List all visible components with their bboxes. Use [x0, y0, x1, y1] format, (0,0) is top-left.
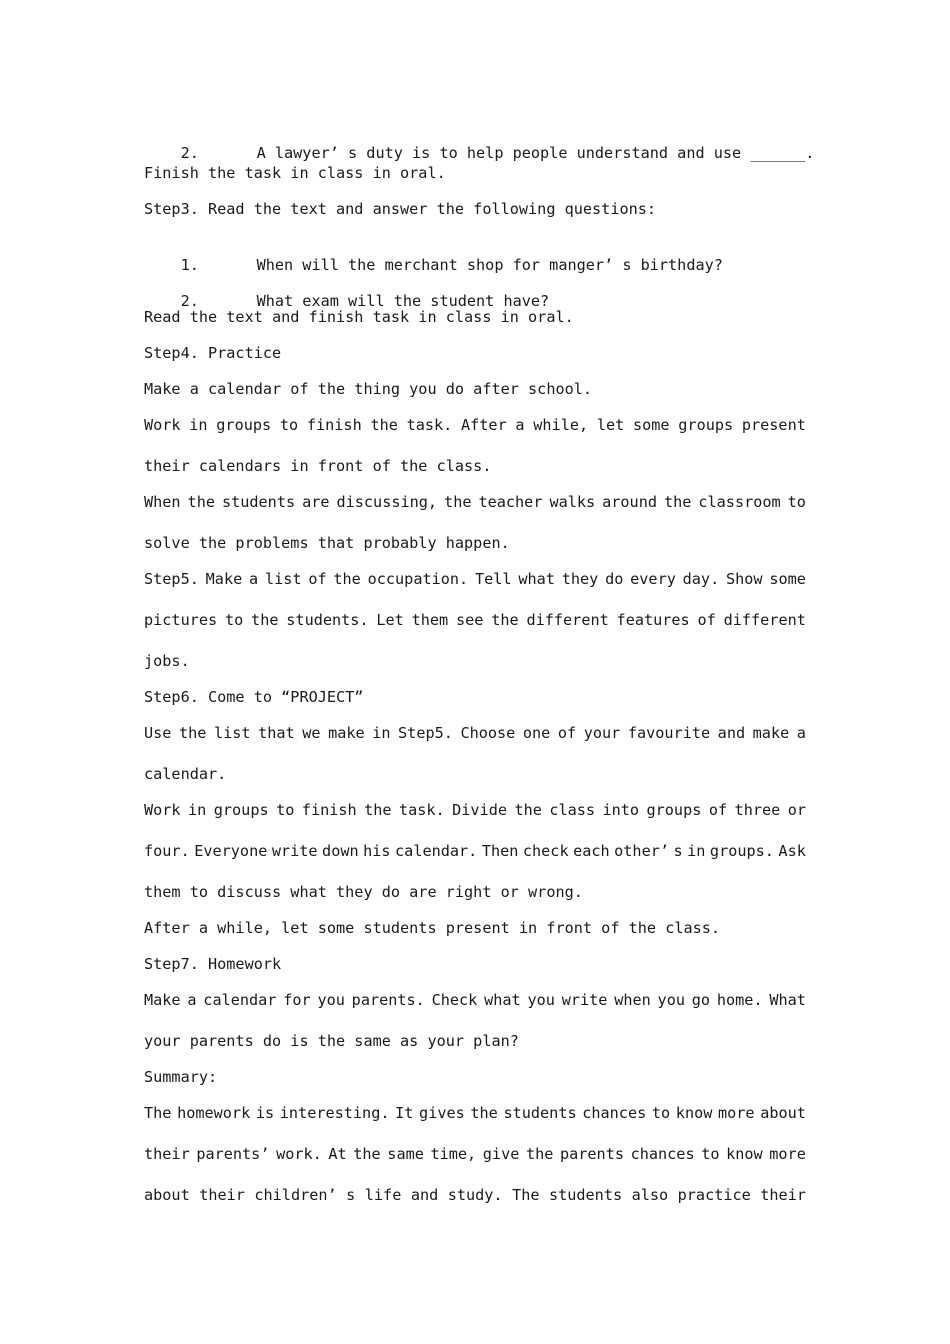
word: parents’: [196, 1145, 270, 1163]
paragraph-line: Finish the task in class in oral.: [144, 164, 446, 182]
word: while,: [533, 416, 589, 434]
word: Work: [144, 801, 181, 819]
word: into: [602, 801, 640, 819]
word: around: [602, 493, 657, 511]
item-number: 2.: [180, 144, 199, 162]
word: more: [769, 1145, 806, 1163]
word: make: [328, 724, 365, 742]
word: s: [346, 1186, 356, 1204]
word: give: [482, 1145, 520, 1163]
word: gives: [419, 1104, 465, 1122]
word: make: [752, 724, 790, 742]
word: finish: [306, 416, 362, 434]
word: parents.: [351, 991, 425, 1009]
word: task.: [406, 416, 453, 434]
word: each: [573, 842, 610, 860]
word: list: [213, 724, 251, 742]
word: the: [663, 493, 692, 511]
word: write: [561, 991, 608, 1009]
word: the: [364, 801, 392, 819]
word: Make: [144, 991, 181, 1009]
word: chances: [630, 1145, 695, 1163]
word: occupation.: [367, 570, 469, 588]
item-text: A lawyer’ s duty is to help people understand and use ______.: [256, 144, 815, 162]
paragraph-line-justified: [144, 1185, 806, 1205]
word: a: [515, 416, 525, 434]
paragraph-line-justified: [144, 841, 806, 861]
word: Check: [431, 991, 478, 1009]
word: s: [673, 842, 683, 860]
word: to: [224, 611, 244, 629]
word: list: [264, 570, 302, 588]
word: finish: [301, 801, 357, 819]
word: calendar.: [395, 842, 478, 860]
paragraph-line: solve the problems that probably happen.: [144, 534, 510, 552]
word: in: [687, 842, 706, 860]
word: study.: [447, 1186, 503, 1204]
word: for: [283, 991, 311, 1009]
word: more: [718, 1104, 755, 1122]
word: a: [796, 724, 806, 742]
word: every: [630, 570, 676, 588]
word: time,: [430, 1145, 477, 1163]
word: Use: [144, 724, 172, 742]
paragraph-line-justified: [144, 1103, 806, 1123]
word: parents: [559, 1145, 624, 1163]
paragraph-line-justified: [144, 610, 806, 630]
step4-heading: Step4. Practice: [144, 344, 282, 362]
paragraph-line: their calendars in front of the class.: [144, 457, 492, 475]
word: what: [484, 991, 521, 1009]
word: different: [723, 611, 806, 629]
word: let: [596, 416, 625, 434]
word: After: [461, 416, 507, 434]
word: their: [199, 1186, 245, 1204]
word: Choose: [460, 724, 516, 742]
word: his: [363, 842, 391, 860]
word: you: [317, 991, 345, 1009]
word: groups.: [709, 842, 774, 860]
item-number: 2.: [180, 292, 199, 310]
word: Then: [481, 842, 519, 860]
paragraph-line-justified: [144, 800, 806, 820]
word: the: [178, 724, 207, 742]
word: groups: [646, 801, 702, 819]
word: classroom: [698, 493, 781, 511]
word: At: [328, 1145, 347, 1163]
word: groups: [678, 416, 734, 434]
word: Let: [376, 611, 404, 629]
word: the: [251, 611, 279, 629]
word: teacher: [478, 493, 543, 511]
word: four.: [144, 842, 190, 860]
word: their: [760, 1186, 806, 1204]
word: of: [708, 801, 728, 819]
word: students.: [286, 611, 369, 629]
word: their: [144, 1145, 190, 1163]
word: the: [187, 493, 215, 511]
word: write: [271, 842, 318, 860]
word: in: [189, 416, 208, 434]
paragraph-line-justified: [144, 1144, 806, 1164]
word: Divide: [452, 801, 508, 819]
word: Step5.: [144, 570, 199, 588]
word: chances: [582, 1104, 647, 1122]
paragraph-line: Read the text and finish task in class in oral.: [144, 308, 574, 326]
word: different: [526, 611, 609, 629]
word: Tell: [474, 570, 512, 588]
word: the: [444, 493, 472, 511]
word: What: [769, 991, 806, 1009]
step3-heading: Step3. Read the text and answer the following questions:: [144, 200, 657, 218]
word: work.: [276, 1145, 322, 1163]
paragraph-line-justified: [144, 990, 806, 1010]
word: see: [455, 611, 484, 629]
word: about: [760, 1104, 806, 1122]
word: your: [583, 724, 621, 742]
word: some: [769, 570, 806, 588]
paragraph-line: them to discuss what they do are right or wrong.: [144, 883, 583, 901]
word: The: [512, 1186, 540, 1204]
word: interesting.: [279, 1104, 390, 1122]
paragraph-line-justified: [144, 723, 806, 743]
word: It: [395, 1104, 414, 1122]
step6-heading: Step6. Come to “PROJECT”: [144, 688, 364, 706]
word: down: [322, 842, 359, 860]
word: a: [187, 991, 197, 1009]
word: is: [255, 1104, 275, 1122]
word: students: [548, 1186, 623, 1204]
word: know: [726, 1145, 763, 1163]
word: are: [302, 493, 330, 511]
word: favourite: [627, 724, 711, 742]
word: a: [249, 570, 259, 588]
word: three: [734, 801, 781, 819]
word: that: [258, 724, 295, 742]
word: you: [657, 991, 685, 1009]
word: Make: [205, 570, 243, 588]
word: the: [333, 570, 361, 588]
word: of: [697, 611, 716, 629]
word: we: [302, 724, 321, 742]
word: know: [675, 1104, 713, 1122]
item-text: When will the merchant shop for manger’ s birthday?: [256, 256, 723, 274]
word: to: [279, 416, 299, 434]
word: life: [364, 1186, 402, 1204]
paragraph-line-justified: [144, 492, 806, 512]
word: Ask: [778, 842, 806, 860]
word: some: [633, 416, 670, 434]
word: of: [557, 724, 577, 742]
paragraph-line-justified: [144, 415, 806, 435]
word: children’: [254, 1186, 337, 1204]
word: the: [353, 1145, 381, 1163]
word: walks: [549, 493, 596, 511]
word: pictures: [144, 611, 218, 629]
paragraph-line: your parents do is the same as your plan?: [144, 1032, 519, 1050]
summary-heading: Summary:: [144, 1068, 218, 1086]
paragraph-line: After a while, let some students present in front of the class.: [144, 919, 721, 937]
word: in: [188, 801, 207, 819]
item-text: What exam will the student have?: [256, 292, 550, 310]
word: do: [605, 570, 624, 588]
word: them: [411, 611, 449, 629]
word: discussing,: [336, 493, 438, 511]
word: in: [372, 724, 391, 742]
word: Everyone: [194, 842, 268, 860]
word: to: [701, 1145, 720, 1163]
word: the: [470, 1104, 498, 1122]
word: one: [522, 724, 551, 742]
word: task.: [398, 801, 445, 819]
word: calendar: [203, 991, 277, 1009]
item-number: 1.: [180, 256, 199, 274]
word: you: [527, 991, 555, 1009]
word: and: [410, 1186, 439, 1204]
word: students: [221, 493, 296, 511]
paragraph-line: jobs.: [144, 652, 190, 670]
word: and: [717, 724, 746, 742]
word: to: [787, 493, 806, 511]
word: of: [308, 570, 327, 588]
word: the: [370, 416, 398, 434]
word: other’: [614, 842, 670, 860]
word: the: [525, 1145, 554, 1163]
word: when: [614, 991, 651, 1009]
word: what: [518, 570, 555, 588]
word: Step5.: [398, 724, 453, 742]
step5-heading: [144, 569, 806, 589]
word: Work: [144, 416, 181, 434]
word: When: [144, 493, 181, 511]
word: to: [651, 1104, 671, 1122]
word: students: [503, 1104, 577, 1122]
word: check: [522, 842, 569, 860]
paragraph-line: Make a calendar of the thing you do after school.: [144, 380, 593, 398]
word: day.: [682, 570, 720, 588]
word: same: [387, 1145, 424, 1163]
word: Show: [726, 570, 763, 588]
word: present: [741, 416, 806, 434]
word: groups: [216, 416, 272, 434]
word: home.: [716, 991, 763, 1009]
paragraph-line: calendar.: [144, 765, 227, 783]
word: the: [491, 611, 519, 629]
word: or: [787, 801, 806, 819]
word: homework: [177, 1104, 251, 1122]
word: also: [631, 1186, 669, 1204]
word: about: [144, 1186, 190, 1204]
word: the: [514, 801, 542, 819]
word: practice: [677, 1186, 751, 1204]
word: features: [616, 611, 690, 629]
word: The: [144, 1104, 172, 1122]
word: to: [276, 801, 295, 819]
step7-heading: Step7. Homework: [144, 955, 282, 973]
word: class: [549, 801, 596, 819]
word: they: [561, 570, 599, 588]
word: groups: [213, 801, 269, 819]
word: go: [691, 991, 711, 1009]
